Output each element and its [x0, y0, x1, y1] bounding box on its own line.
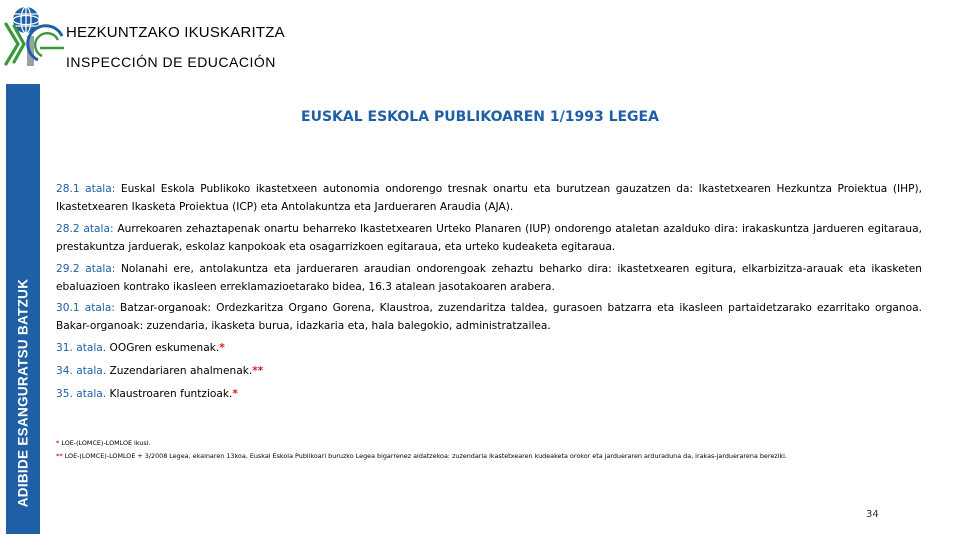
- paragraph-ref: 28.1 atala:: [56, 183, 116, 195]
- sidebar-band: [6, 84, 40, 534]
- paragraph-ref: 28.2 atala:: [56, 223, 114, 235]
- paragraph-28-1: [56, 180, 922, 216]
- paragraph-text: Nolanahi ere, antolakuntza eta jardueraren araudian ondorengoak zehaztu beharko dira: ikastetxearen egitura, elkarbizitza-arauak eta ikasketen ebaluazioen kontrako ikasleen erreklamazioetarako bidea, 16.3 atalean jasotakoaren arabera.: [56, 263, 922, 293]
- paragraph-ref: 35. atala.: [56, 388, 107, 400]
- paragraph-ref: 34. atala.: [56, 365, 107, 377]
- paragraph-text: Aurrekoaren zehaztapenak onartu beharreko Ikastetxearen Urteko Planaren (IUP) ondorengo ataletan azalduko dira: irakaskuntza jardueren egitaraua, prestakuntza jarduerak, eskolaz kanpokoak eta osagarrizkoen egitaraua, eta urteko kudeaketa egitaraua.: [56, 223, 922, 253]
- paragraph-text: Euskal Eskola Publikoko ikastetxeen autonomia ondorengo tresnak onartu eta burutzean gauzatzen da: Ikastetxearen Hezkuntza Proiektua (IHP), Ikastetxearen Ikasketa Proiektua (ICP) eta Antolakuntza eta Jardueraren Araudia (AJA).: [56, 183, 922, 213]
- paragraph-ref: 30.1 atala:: [56, 302, 115, 314]
- footnote-mark: **: [56, 452, 63, 460]
- paragraph-text: Batzar-organoak: Ordezkaritza Organo Gorena, Klaustroa, zuzendaritza taldea, gurasoen batzarra eta ikasleen partaidetzarako ezarritako organoa. Bakar-organoak: zuzendaria, ikasketa burua, idazkaria eta, hala balegokio, administratzailea.: [56, 302, 922, 332]
- paragraph-34: [56, 362, 922, 380]
- paragraph-29-2: [56, 260, 922, 296]
- footnote-double: [56, 451, 922, 461]
- org-name-spanish: INSPECCIÓN DE EDUCACIÓN: [66, 54, 276, 70]
- paragraph-ref: 29.2 atala:: [56, 263, 116, 275]
- paragraph-30-1: [56, 299, 922, 335]
- footnote-text: LOE-(LOMCE)-LOMLOE ikusi.: [59, 439, 151, 447]
- paragraph-28-2: [56, 220, 922, 256]
- paragraph-text: Klaustroaren funtzioak.: [106, 388, 233, 400]
- ikuskaritza-logo: [2, 2, 66, 70]
- asterisk-mark: **: [252, 365, 264, 377]
- page-title: EUSKAL ESKOLA PUBLIKOAREN 1/1993 LEGEA: [301, 109, 659, 125]
- asterisk-mark: *: [219, 342, 225, 354]
- paragraph-text: Zuzendariaren ahalmenak.: [106, 365, 253, 377]
- footnote-text: LOE-(LOMCE)-LOMLOE + 3/2008 Legea, ekainaren 13koa, Euskal Eskola Publikoari buruzko Legea bigarrenez aldatzekoa: zuzendaria ikastetxearen kudeaketa orokor eta jardueraren arduraduna da, irakas-jarduerarena bereziki.: [62, 452, 787, 460]
- page-number: 34: [866, 509, 879, 520]
- sidebar-label: ADIBIDE ESANGURATSU BATZUK: [15, 278, 31, 508]
- paragraph-text: OOGren eskumenak.: [106, 342, 220, 354]
- footnote-single: [56, 438, 922, 448]
- paragraph-ref: 31. atala.: [56, 342, 107, 354]
- asterisk-mark: *: [232, 388, 238, 400]
- org-name-basque: HEZKUNTZAKO IKUSKARITZA: [66, 24, 285, 41]
- paragraph-35: [56, 385, 922, 403]
- paragraph-31: [56, 339, 922, 357]
- footnote-mark: *: [56, 439, 60, 447]
